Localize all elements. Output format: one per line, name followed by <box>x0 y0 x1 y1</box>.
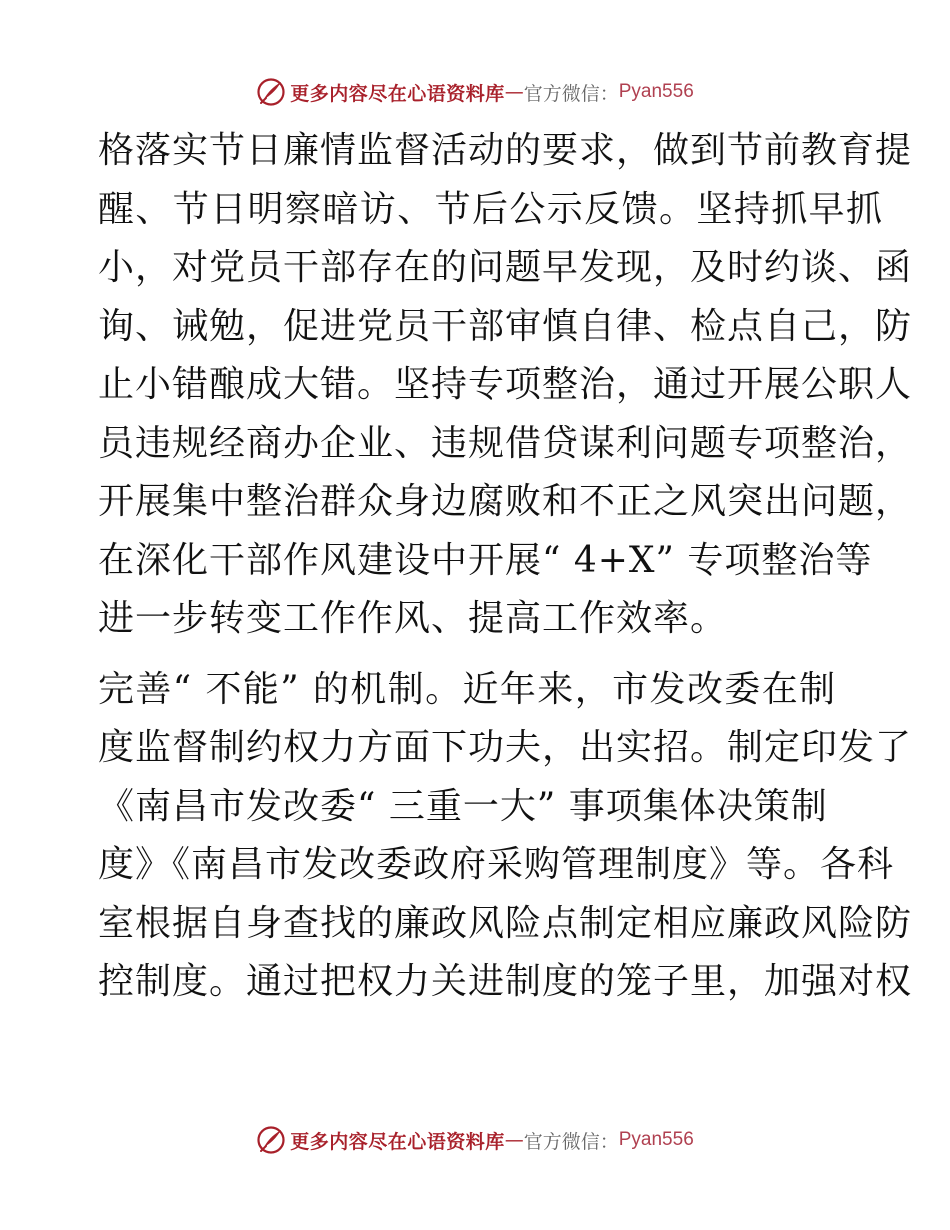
text-line: 开展集中整治群众身边腐败和不正之风突出问题， <box>98 481 913 522</box>
text-line: 进一步转变工作作风、提高工作效率。 <box>98 598 728 639</box>
footer-banner <box>0 1120 950 1160</box>
paragraph-gap <box>98 649 858 661</box>
text-line: 醒、节日明察暗访、节后公示反馈。坚持抓早抓 <box>98 188 884 230</box>
feather-pen-logo-icon <box>256 77 286 107</box>
text-line: 控制度。通过把权力关进制度的笼子里，加强对权 <box>98 961 913 1002</box>
text-line: 度监督制约权力方面下功夫，出实招。制定印发了 <box>98 727 913 768</box>
paragraph-2 <box>98 661 913 1012</box>
banner-wechat-label: 官方微信： <box>523 1130 619 1153</box>
banner-dash: — <box>504 1129 524 1151</box>
text-line: 《南昌市发改委“ 三重一大” 事项集体决策制 <box>98 785 828 827</box>
header-banner <box>0 72 950 112</box>
text-line: 在深化干部作风建设中开展“ 4+X” 专项整治等 <box>98 539 873 581</box>
banner-wechat-id: Pyan556 <box>618 1129 694 1150</box>
text-line: 度》《南昌市发改委政府采购管理制度》等。各科 <box>98 844 895 885</box>
banner-slogan: 更多内容尽在心语资料库 <box>290 1130 505 1153</box>
banner-wechat-label: 官方微信： <box>523 82 619 105</box>
banner-dash: — <box>504 81 524 103</box>
banner-slogan: 更多内容尽在心语资料库 <box>290 82 505 105</box>
text-line: 完善“ 不能” 的机制。近年来，市发改委在制 <box>98 668 837 710</box>
text-line: 止小错酿成大错。坚持专项整治，通过开展公职人 <box>98 364 913 405</box>
feather-pen-logo-icon <box>256 1125 286 1155</box>
text-line: 室根据自身查找的廉政风险点制定相应廉政风险防 <box>98 902 913 944</box>
document-body <box>98 122 913 1012</box>
text-line: 询、诫勉，促进党员干部审慎自律、检点自己，防 <box>98 305 913 347</box>
text-line: 格落实节日廉情监督活动的要求，做到节前教育提 <box>98 130 913 171</box>
banner-wechat-id: Pyan556 <box>618 81 694 102</box>
text-line: 小，对党员干部存在的问题早发现，及时约谈、函 <box>98 247 913 288</box>
text-line: 员违规经商办企业、违规借贷谋利问题专项整治， <box>98 422 913 464</box>
paragraph-1 <box>98 122 913 649</box>
